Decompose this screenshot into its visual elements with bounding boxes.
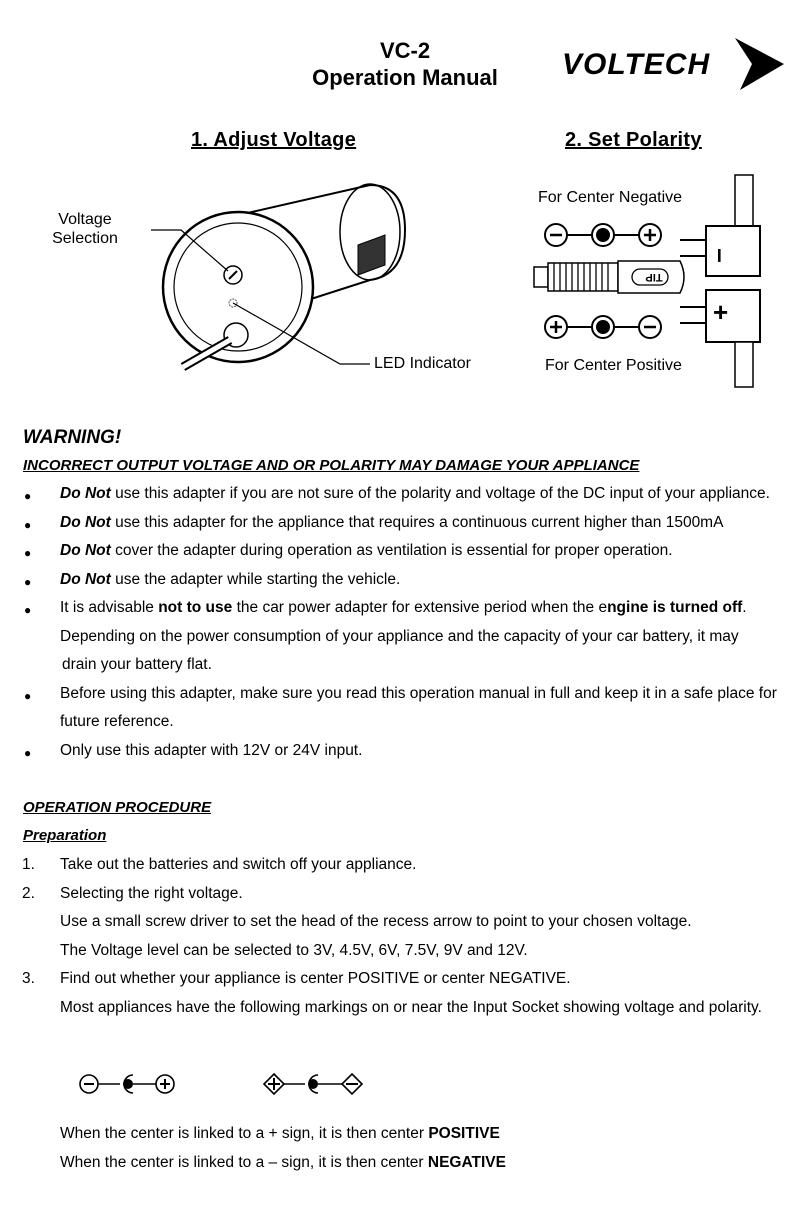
do-not-emphasis: Do Not [60,571,111,588]
warning-text: Only use this adapter with 12V or 24V input. [60,742,363,759]
engine-off-emphasis: ngine is turned off [607,599,743,616]
center-positive-note [60,1124,500,1144]
warning-text: use the adapter while starting the vehicle. [110,571,401,588]
brand-name: VOLTECH [562,48,711,81]
step-number: 2. [22,885,35,902]
bullet-icon: ● [24,746,32,760]
center-negative-marking [80,1075,174,1093]
step1-title: 1. Adjust Voltage [191,129,357,151]
step-number: 1. [22,856,35,873]
center-negative-symbol [545,224,661,246]
step-text: Find out whether your appliance is center POSITIVE or center NEGATIVE. [60,970,571,987]
do-not-emphasis: Do Not [60,542,111,559]
center-positive-marking [264,1074,362,1094]
negative-emphasis: NEGATIVE [427,1154,506,1171]
warning-text: use this adapter for the appliance that requires a continuous current higher than 1500mA [110,514,724,531]
bullet-icon: ● [24,546,32,560]
bullet-icon: ● [24,518,32,532]
step-text: The Voltage level can be selected to 3V, 4.5V, 6V, 7.5V, 9V and 12V. [60,942,528,959]
voltage-selection-label [40,210,130,248]
bullet-icon: ● [24,575,32,589]
warning-heading: WARNING! [23,427,122,448]
step2-title: 2. Set Polarity [565,129,702,151]
step-text: Most appliances have the following markings on or near the Input Socket showing voltage and polarity. [60,999,762,1016]
positive-sign: + [713,297,729,327]
warning-text: . [742,599,747,616]
warning-subheading: INCORRECT OUTPUT VOLTAGE AND OR POLARITY MAY DAMAGE YOUR APPLIANCE [23,457,640,474]
not-to-use-emphasis: not to use [158,599,233,616]
step-text: Selecting the right voltage. [60,885,243,902]
preparation-heading: Preparation [23,827,107,844]
negative-sign: – [706,248,737,263]
list-item-continuation: drain your battery flat. [62,656,212,673]
do-not-emphasis: Do Not [60,485,111,502]
note-text: When the center is linked to a + sign, it is then center [60,1125,429,1142]
center-negative-label: For Center Negative [538,189,683,206]
warning-text: It is advisable [60,599,159,616]
note-text: When the center is linked to a – sign, it is then center [60,1154,428,1171]
step-text: Use a small screw driver to set the head of the recess arrow to point to your chosen voltage. [60,913,692,930]
model-title: VC-2 [379,38,431,63]
do-not-emphasis: Do Not [60,514,111,531]
list-item-continuation: future reference. [60,713,174,730]
bullet-icon: ● [24,603,32,617]
bullet-icon: ● [24,689,32,703]
warning-text: the car power adapter for extensive period when the e [232,599,608,616]
procedure-heading: OPERATION PROCEDURE [23,799,212,816]
center-negative-note [60,1153,506,1173]
warning-text: Before using this adapter, make sure you read this operation manual in full and keep it in a safe place for [60,685,777,702]
brand-logo [560,36,790,92]
step-number: 3. [22,970,35,987]
brand-arrow-icon [560,36,790,92]
led-indicator-label: LED Indicator [374,355,471,372]
polarity-markings [75,1070,375,1100]
step-text: Take out the batteries and switch off your appliance. [60,856,417,873]
page-header [290,37,520,91]
warning-text: cover the adapter during operation as ventilation is essential for proper operation. [110,542,673,559]
positive-emphasis: POSITIVE [428,1125,500,1142]
center-positive-label: For Center Positive [545,357,682,374]
center-positive-symbol [545,316,661,338]
voltage-selection-line2: Selection [52,230,118,247]
warning-text: use this adapter if you are not sure of the polarity and voltage of the DC input of your appliance. [110,485,770,502]
manual-title: Operation Manual [312,65,498,90]
bullet-icon: ● [24,489,32,503]
voltage-selection-line1: Voltage [58,211,112,228]
tip-label: TIP [645,271,663,283]
list-item-continuation: Depending on the power consumption of your appliance and the capacity of your car battery, it may [60,628,739,645]
